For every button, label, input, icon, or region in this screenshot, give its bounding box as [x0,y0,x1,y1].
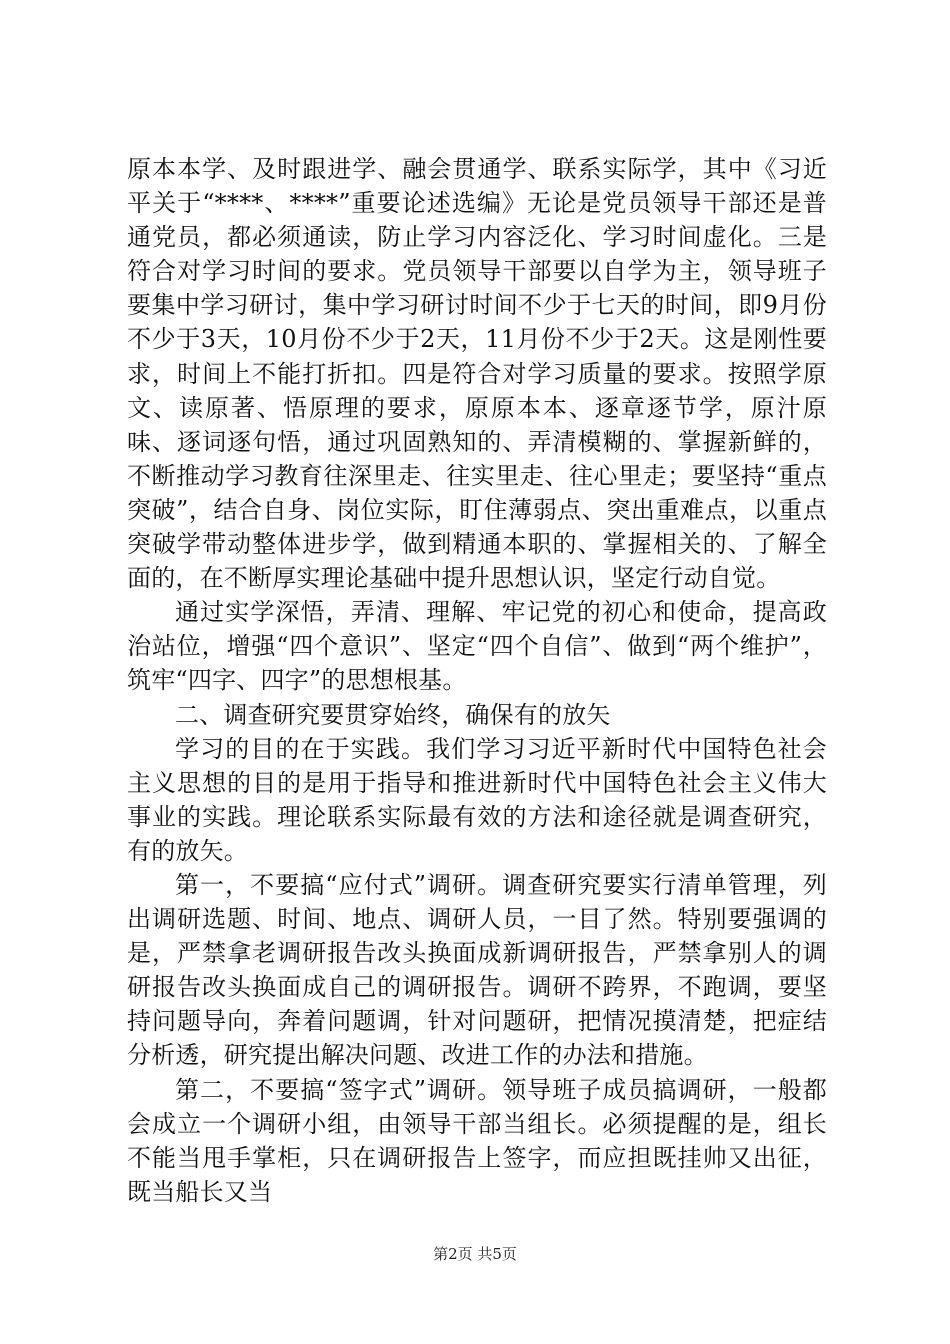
paragraph-purpose-of-study: 学习的目的在于实践。我们学习习近平新时代中国特色社会主义思想的目的是用于指导和推进新时代中国特色社会主义伟大事业的实践。理论联系实际最有效的方法和途径就是调查研究，有的放矢。 [127,734,827,865]
section-heading-research: 二、调查研究要贯穿始终，确保有的放矢 [175,700,611,729]
paragraph-second-point: 第二，不要搞“签字式”调研。领导班子成员搞调研，一般都会成立一个调研小组，由领导干部当组长。必须提醒的是，组长不能当甩手掌柜，只在调研报告上签字，而应担既挂帅又出征，既当船长又当 [127,1075,827,1206]
paragraph-study-requirements: 原本本学、及时跟进学、融会贯通学、联系实际学，其中《习近平关于“****、****”重要论述选编》无论是党员领导干部还是普通党员，都必须通读，防止学习内容泛化、学习时间虚化。三是符合对学习时间的要求。党员领导干部要以自学为主，领导班子要集中学习研讨，集中学习研讨时间不少于七天的时间，即9月份不少于3天，10月份不少于2天，11月份不少于2天。这是刚性要求，时间上不能打折扣。四是符合对学习质量的要求。按照学原文、读原著、悟原理的要求，原原本本、逐章逐节学，原汁原味、逐词逐句悟，通过巩固熟知的、弄清模糊的、掌握新鲜的，不断推动学习教育往深里走、往实里走、往心里走；要坚持“重点突破”，结合自身、岗位实际，盯住薄弱点、突出重难点，以重点突破学带动整体进步学，做到精通本职的、掌握相关的、了解全面的，在不断厚实理论基础中提升思想认识，坚定行动自觉。 [127,155,827,593]
paragraph-study-outcome: 通过实学深悟，弄清、理解、牢记党的初心和使命，提高政治站位，增强“四个意识”、坚定“四个自信”、做到“两个维护”，筑牢“四字、四字”的思想根基。 [127,598,827,695]
document-body [127,152,827,1209]
page-number-label: 第2页 共5页 [433,1245,517,1263]
paragraph-first-point: 第一，不要搞“应付式”调研。调查研究要实行清单管理，列出调研选题、时间、地点、调研人员，一目了然。特别要强调的是，严禁拿老调研报告改头换面成新调研报告，严禁拿别人的调研报告改头换面成自己的调研报告。调研不跨界，不跑调，要坚持问题导向，奔着问题调，针对问题研，把情况摸清楚，把症结分析透，研究提出解决问题、改进工作的办法和措施。 [127,870,827,1070]
page-footer [0,1244,950,1264]
